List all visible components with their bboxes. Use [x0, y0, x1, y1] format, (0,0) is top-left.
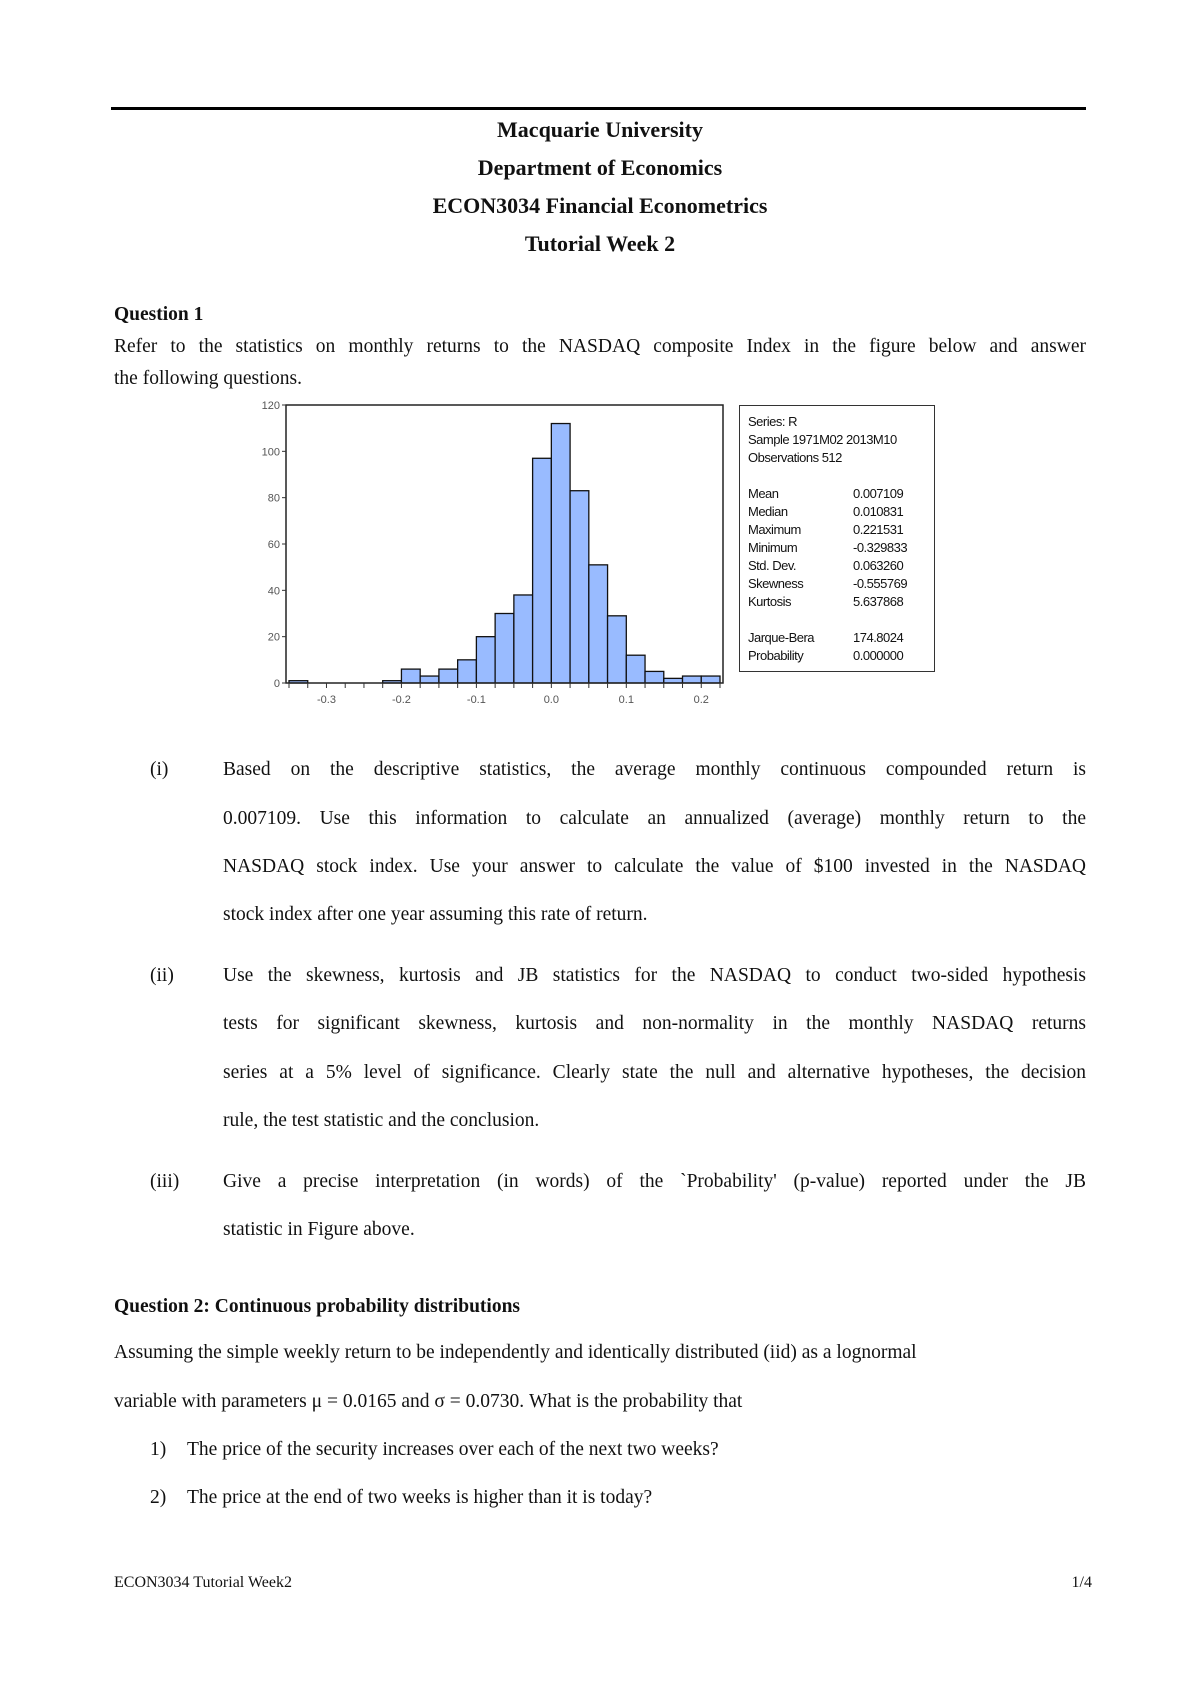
- descriptive-stats-box: [739, 405, 935, 672]
- histogram-bar: [683, 676, 702, 683]
- histogram-bar: [645, 671, 664, 683]
- list-number: 1): [150, 1439, 167, 1460]
- item-label: (iii): [150, 1171, 180, 1192]
- stats-row: Median 0.010831: [748, 504, 904, 519]
- stats-row: Kurtosis 5.637868: [748, 594, 904, 609]
- item-text-line: 0.007109. Use this information to calculate an annualized (average) monthly return to the: [223, 808, 1086, 829]
- stats-row: Mean 0.007109: [748, 486, 904, 501]
- item-text-line: rule, the test statistic and the conclusion.: [223, 1110, 540, 1131]
- stats-row: Minimum -0.329833: [748, 540, 908, 555]
- y-tick-label: 20: [267, 631, 280, 644]
- footer-left: ECON3034 Tutorial Week2: [114, 1574, 292, 1591]
- histogram-bar: [458, 660, 477, 683]
- header-rule: [111, 107, 1086, 110]
- university-title: Macquarie University: [497, 117, 703, 142]
- list-item: The price of the security increases over each of the next two weeks?: [187, 1439, 719, 1460]
- stats-observations: Observations 512: [748, 450, 842, 465]
- stats-row: Maximum 0.221531: [748, 522, 904, 537]
- histogram-bar: [495, 614, 514, 684]
- x-tick-label: 0.2: [693, 694, 709, 705]
- histogram-bar: [608, 616, 627, 683]
- x-tick-label: 0.0: [543, 694, 559, 705]
- x-tick-label: -0.2: [391, 694, 411, 705]
- list-item: The price at the end of two weeks is higher than it is today?: [187, 1487, 653, 1508]
- histogram-chart: [250, 395, 730, 705]
- stats-sample: Sample 1971M02 2013M10: [748, 432, 897, 447]
- item-label: (ii): [150, 965, 174, 986]
- histogram-bar: [533, 458, 552, 683]
- item-text-line: stock index after one year assuming this rate of return.: [223, 904, 648, 925]
- stats-row: Std. Dev. 0.063260: [748, 558, 904, 573]
- histogram-bar: [551, 424, 570, 683]
- histogram-bar: [589, 565, 608, 683]
- stats-row: Skewness -0.555769: [748, 576, 908, 591]
- y-tick-label: 0: [273, 678, 280, 690]
- histogram-bar: [476, 637, 495, 683]
- department-title: Department of Economics: [477, 155, 723, 180]
- question-1-heading: Question 1: [114, 304, 204, 325]
- question-1-intro-cont: the following questions.: [114, 368, 302, 389]
- stats-row-jarque-bera: Jarque-Bera 174.8024: [748, 630, 904, 645]
- question-2-line-1: Assuming the simple weekly return to be independently and identically distributed (iid) as a lognormal: [114, 1342, 917, 1363]
- histogram-bar: [570, 491, 589, 683]
- stats-series: Series: R: [748, 414, 797, 429]
- page-number: 1/4: [1071, 1574, 1092, 1591]
- question-2-heading: Question 2: Continuous probability distributions: [114, 1296, 521, 1317]
- y-tick-label: 80: [267, 492, 280, 505]
- histogram-bar: [626, 655, 645, 683]
- histogram-bar: [401, 669, 420, 683]
- histogram-bar: [514, 595, 533, 683]
- y-tick-label: 120: [261, 400, 280, 412]
- y-tick-label: 100: [261, 446, 280, 459]
- item-label: (i): [150, 759, 169, 780]
- x-tick-label: -0.1: [466, 694, 486, 705]
- item-text-line: statistic in Figure above.: [223, 1219, 415, 1240]
- histogram-bar: [701, 676, 720, 683]
- course-title: ECON3034 Financial Econometrics: [432, 193, 768, 218]
- question-1-intro: Refer to the statistics on monthly returns to the NASDAQ composite Index in the figure below and answer: [114, 336, 1086, 357]
- item-text-line: NASDAQ stock index. Use your answer to calculate the value of $100 invested in the NASDAQ: [223, 856, 1086, 877]
- item-text-line: Give a precise interpretation (in words) of the `Probability' (p-value) reported under the JB: [223, 1171, 1086, 1192]
- tutorial-title: Tutorial Week 2: [524, 231, 676, 256]
- histogram-bar: [420, 676, 439, 683]
- x-tick-label: -0.3: [316, 694, 336, 705]
- y-tick-label: 40: [267, 585, 280, 598]
- y-tick-label: 60: [267, 539, 280, 551]
- question-2-line-2: variable with parameters μ = 0.0165 and σ = 0.0730. What is the probability that: [114, 1391, 743, 1412]
- item-text-line: Use the skewness, kurtosis and JB statistics for the NASDAQ to conduct two-sided hypothesis: [223, 965, 1086, 986]
- stats-row-probability: Probability 0.000000: [748, 648, 904, 663]
- list-number: 2): [150, 1487, 167, 1508]
- item-text-line: series at a 5% level of significance. Clearly state the null and alternative hypotheses, the decision: [223, 1062, 1086, 1083]
- x-tick-label: 0.1: [618, 694, 634, 705]
- item-text-line: Based on the descriptive statistics, the average monthly continuous compounded return is: [223, 759, 1086, 780]
- histogram-bar: [439, 669, 458, 683]
- item-text-line: tests for significant skewness, kurtosis and non-normality in the monthly NASDAQ returns: [223, 1013, 1086, 1034]
